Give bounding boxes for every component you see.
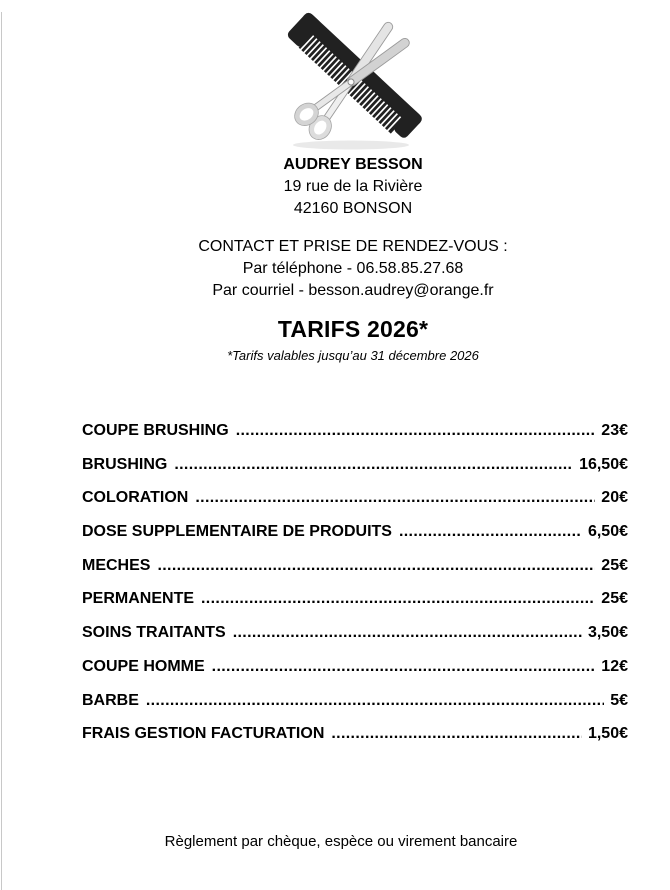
- price-row: [82, 555, 628, 576]
- service-label: COLORATION: [82, 489, 189, 507]
- price-row: [82, 723, 628, 744]
- address-city: 42160 BONSON: [293, 200, 413, 217]
- dot-leader: [399, 521, 582, 542]
- price-row: [82, 588, 628, 609]
- logo: [18, 12, 670, 152]
- dot-leader: [201, 588, 595, 609]
- service-label: SOINS TRAITANTS: [82, 624, 226, 642]
- dot-leader: [331, 723, 582, 744]
- service-price: 6,50€: [587, 523, 628, 541]
- service-label: BARBE: [82, 691, 139, 709]
- payment-footer: Règlement par chèque, espèce ou virement bancaire: [164, 833, 518, 851]
- dot-leader: [212, 656, 596, 677]
- contact-block: [18, 236, 670, 302]
- price-row: [82, 521, 628, 542]
- service-price: 16,50€: [579, 455, 628, 473]
- service-price: 20€: [601, 489, 628, 507]
- page-title: TARIFS 2026*: [277, 316, 429, 342]
- contact-email: Par courriel - besson.audrey@orange.fr: [212, 282, 494, 299]
- price-row: [82, 690, 628, 711]
- dot-leader: [233, 622, 582, 643]
- dot-leader: [195, 487, 595, 508]
- service-label: DOSE SUPPLEMENTAIRE DE PRODUITS: [82, 523, 392, 541]
- dot-leader: [174, 454, 573, 475]
- price-list: [82, 420, 628, 744]
- contact-phone: Par téléphone - 06.58.85.27.68: [242, 260, 464, 277]
- scissors-comb-logo: [278, 12, 428, 152]
- address-street: 19 rue de la Rivière: [283, 178, 423, 195]
- dot-leader: [146, 690, 604, 711]
- dot-leader: [236, 420, 596, 441]
- service-label: COUPE BRUSHING: [82, 422, 229, 439]
- price-row: [82, 454, 628, 475]
- service-price: 3,50€: [587, 624, 628, 642]
- service-label: COUPE HOMME: [82, 657, 205, 675]
- service-price: 5€: [610, 691, 628, 709]
- price-row: [82, 656, 628, 677]
- service-price: 25€: [601, 556, 628, 574]
- price-row: [82, 420, 628, 441]
- service-label: FRAIS GESTION FACTURATION: [82, 725, 325, 743]
- price-row: [82, 487, 628, 508]
- business-name: AUDREY BESSON: [283, 156, 423, 173]
- service-label: BRUSHING: [82, 455, 168, 473]
- service-price: 25€: [601, 590, 628, 608]
- contact-heading: CONTACT ET PRISE DE RENDEZ-VOUS :: [198, 238, 508, 255]
- service-price: 12€: [601, 657, 628, 675]
- validity-footnote: *Tarifs valables jusqu’au 31 décembre 2026: [227, 348, 479, 363]
- service-label: PERMANENTE: [82, 590, 195, 608]
- service-price: 23€: [601, 422, 628, 439]
- dot-leader: [157, 555, 595, 576]
- page-edge-line: [1, 12, 2, 890]
- document-header: [18, 12, 670, 364]
- service-price: 1,50€: [587, 725, 628, 743]
- logo-shadow: [293, 141, 409, 150]
- service-label: MECHES: [82, 556, 151, 574]
- price-row: [82, 622, 628, 643]
